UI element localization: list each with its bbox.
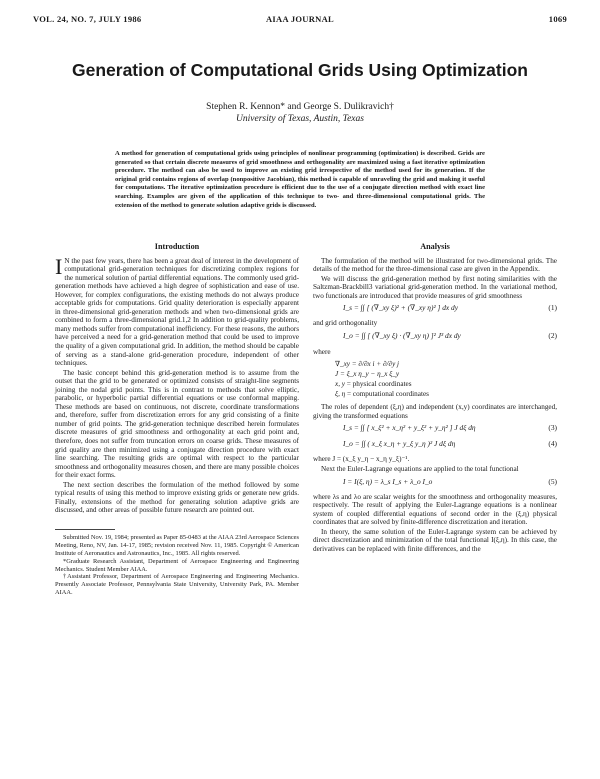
equation-1 (313, 303, 557, 316)
definition-nabla: ∇_xy = ∂/∂x i + ∂/∂y j (335, 360, 400, 369)
equation-3-number: (3) (548, 423, 557, 433)
equation-1-expression: I_s = ∫∫ [ (∇_xy ξ)² + (∇_xy η)² ] dx dy (343, 303, 459, 313)
equation-4-number: (4) (548, 439, 557, 449)
definition-physical (335, 379, 557, 389)
definition-computational-symbol: ξ, η (335, 390, 346, 399)
definitions-list (335, 359, 557, 399)
analysis-paragraph-6: Next the Euler-Lagrange equations are applied to the total functional (321, 465, 519, 474)
author-names: Stephen R. Kennon* and George S. Dulikravich† (206, 102, 394, 112)
introduction-heading: Introduction (154, 242, 200, 251)
equation-2 (313, 331, 557, 344)
journal-name: AIAA JOURNAL (265, 14, 335, 24)
analysis-paragraph-4: The roles of dependent (ξ,η) and independent (x,y) coordinates are interchanged, giving the transformed equations (313, 403, 557, 420)
analysis-paragraph-3: and grid orthogonality (313, 319, 378, 328)
analysis-paragraph-1: The formulation of the method will be illustrated for two-dimensional grids. The details of the method for the three-dimensional case are given in the Appendix. (313, 256, 557, 274)
equation-5-expression: I = I(ξ, η) = λ_s I_s + λ_o I_o (343, 476, 433, 486)
analysis-heading: Analysis (420, 242, 450, 251)
paper-title: Generation of Computational Grids Using Optimization (72, 60, 528, 80)
definition-physical-text: = physical coordinates (346, 380, 412, 389)
footnote-submission: Submitted Nov. 19, 1984; presented as Paper 85-0483 at the AIAA 23rd Aerospace Sciences Meeting, Reno, NV, Jan. 14-17, 1985; revision received Nov. 11, 1985. Copyright © American Institute of Aeronautics and Astronautics, Inc., 1985. All rights reserved. (55, 533, 299, 557)
equation-5 (313, 477, 557, 490)
analysis-paragraph-2: We will discuss the grid-generation method by first noting similarities with the Saltzman-Brackbill3 variational grid-generation method. In the variational method, two functionals are introduced that provide measures of grid smoothness (313, 274, 557, 300)
intro-paragraph-3: The next section describes the formulation of the method followed by some typical results of using this method to improve existing grids or generate new grids. Finally, extensions of the method for generating solution adaptive grids are discussed, and other areas of possible future research are pointed out. (55, 480, 299, 515)
where-label: where (313, 347, 331, 356)
footnote-author-1: *Graduate Research Assistant, Department of Aerospace Engineering and Engineering Mechanics. Student Member AIAA. (55, 557, 299, 573)
analysis-paragraph-5: where J = (x_ξ y_η − x_η y_ξ)⁻¹. (313, 455, 410, 464)
intro-paragraph-1-text: N the past few years, there has been a great deal of interest in the development of computational grid-generation techniques for discretizing complex regions for the numerical solution of partial differential equations. The commonly used grid-generation methods have achieved a high degree of sophistication and ease of use. However, for complex configurations, the existing methods do not always produce acceptable grids for computations. Grid quality deterioration is especially apparent in three-dimensional grid-generation methods and when two-dimensional grids are combined to form a three-dimensional grid.1,2 In addition to grid-quality problems, many methods suffer from computational inefficiency. For these reasons, the authors have perceived a need for a grid-generation method that could be used to improve the quality of a given computational grid. In addition, the method should be capable of serving as a stand-alone grid-generation procedure, independent of other techniques. (55, 256, 299, 368)
author-block (30, 101, 570, 125)
intro-paragraph-2: The basic concept behind this grid-generation method is to assume from the outset that the grid to be generated or optimized consists of straight-line segments joining the nodal grid points. This is in contrast to methods that solve elliptic, parabolic, or hyperbolic partial differential equations or use conformal mapping. These methods are based on continuous, not discrete, coordinate transformations and, therefore, suffer from discretization errors for any grid consisting of a finite number of grid points. The grid-generation technique described herein formulates discrete measures of grid smoothness and orthogonality at each grid point and, therefore, does not suffer from truncation errors on coarse grids. These measures of grid quality are then minimized using a conjugate direction procedure with exact line searching. The resulting grids are optimal with respect to the particular smoothness and orthogonality measures chosen, and there are many possible choices for their exact forms. (55, 368, 299, 480)
equation-3-expression: I_s = ∫∫ [ x_ξ² + x_η² + y_ξ² + y_η² ] J dξ dη (343, 423, 476, 433)
analysis-paragraph-8: In theory, the same solution of the Euler-Lagrange system can be achieved by direct discretization and minimization of the total functional I(ξ,η). In this case, the derivatives can be replaced with finite differences, and the (313, 527, 557, 553)
definition-jacobian: J = ξ_x η_y − η_x ξ_y (335, 370, 400, 379)
author-affiliation: University of Texas, Austin, Texas (236, 114, 364, 124)
equation-5-number: (5) (548, 476, 557, 486)
definition-computational (335, 389, 557, 399)
equation-4-expression: I_o = ∫∫ ( x_ξ x_η + y_ξ y_η )² J dξ dη (343, 439, 456, 449)
abstract: A method for generation of computational grids using principles of nonlinear programming (optimization) is described. Grids are generated so that certain discrete measures of grid smoothness and orthogonality are maximized using a fast iterative optimization procedure. The method can also be used to improve an existing grid irrespective of the method used for its generation. If the original grid contains regions of overlap (nonpositive Jacobian), this method is capable of unraveling the grid and making it useful for computations. The iterative optimization procedure is efficient due to the use of a conjugate direction method with exact line searching. Examples are given of the application of this technique to two- and three-dimensional computational grids. The extension of the method to generate solution adaptive grids is discussed. (115, 150, 485, 209)
definition-computational-text: = computational coordinates (347, 390, 429, 399)
footnote-author-2: †Assistant Professor, Department of Aerospace Engineering and Engineering Mechanics. Presently Associate Professor, Pennsylvania State University, University Park, PA. Member AIAA. (55, 573, 299, 597)
page-number: 1069 (548, 14, 567, 24)
analysis-paragraph-7: where λs and λo are scalar weights for the smoothness and orthogonality measures, respectively. The result of applying the Euler-Lagrange equations is a nonlinear system of coupled differential equations of second order in the (ξ,η) physical coordinates that are solved by finite-difference discretization and iteration. (313, 492, 557, 527)
footnote-rule (55, 529, 115, 530)
volume-info: VOL. 24, NO. 7, JULY 1986 (33, 14, 142, 24)
right-column (313, 243, 557, 554)
left-column (55, 243, 299, 597)
drop-cap: I (55, 253, 63, 279)
equation-3 (313, 423, 557, 436)
intro-paragraph-1 (55, 253, 299, 368)
equation-4 (313, 439, 557, 452)
equation-1-number: (1) (548, 303, 557, 313)
footnotes (55, 534, 299, 597)
equation-2-number: (2) (548, 330, 557, 340)
equation-2-expression: I_o = ∫∫ [ (∇_xy ξ) · (∇_xy η) ]² J³ dx dy (343, 330, 461, 340)
definition-physical-symbol: x, y (335, 380, 345, 389)
